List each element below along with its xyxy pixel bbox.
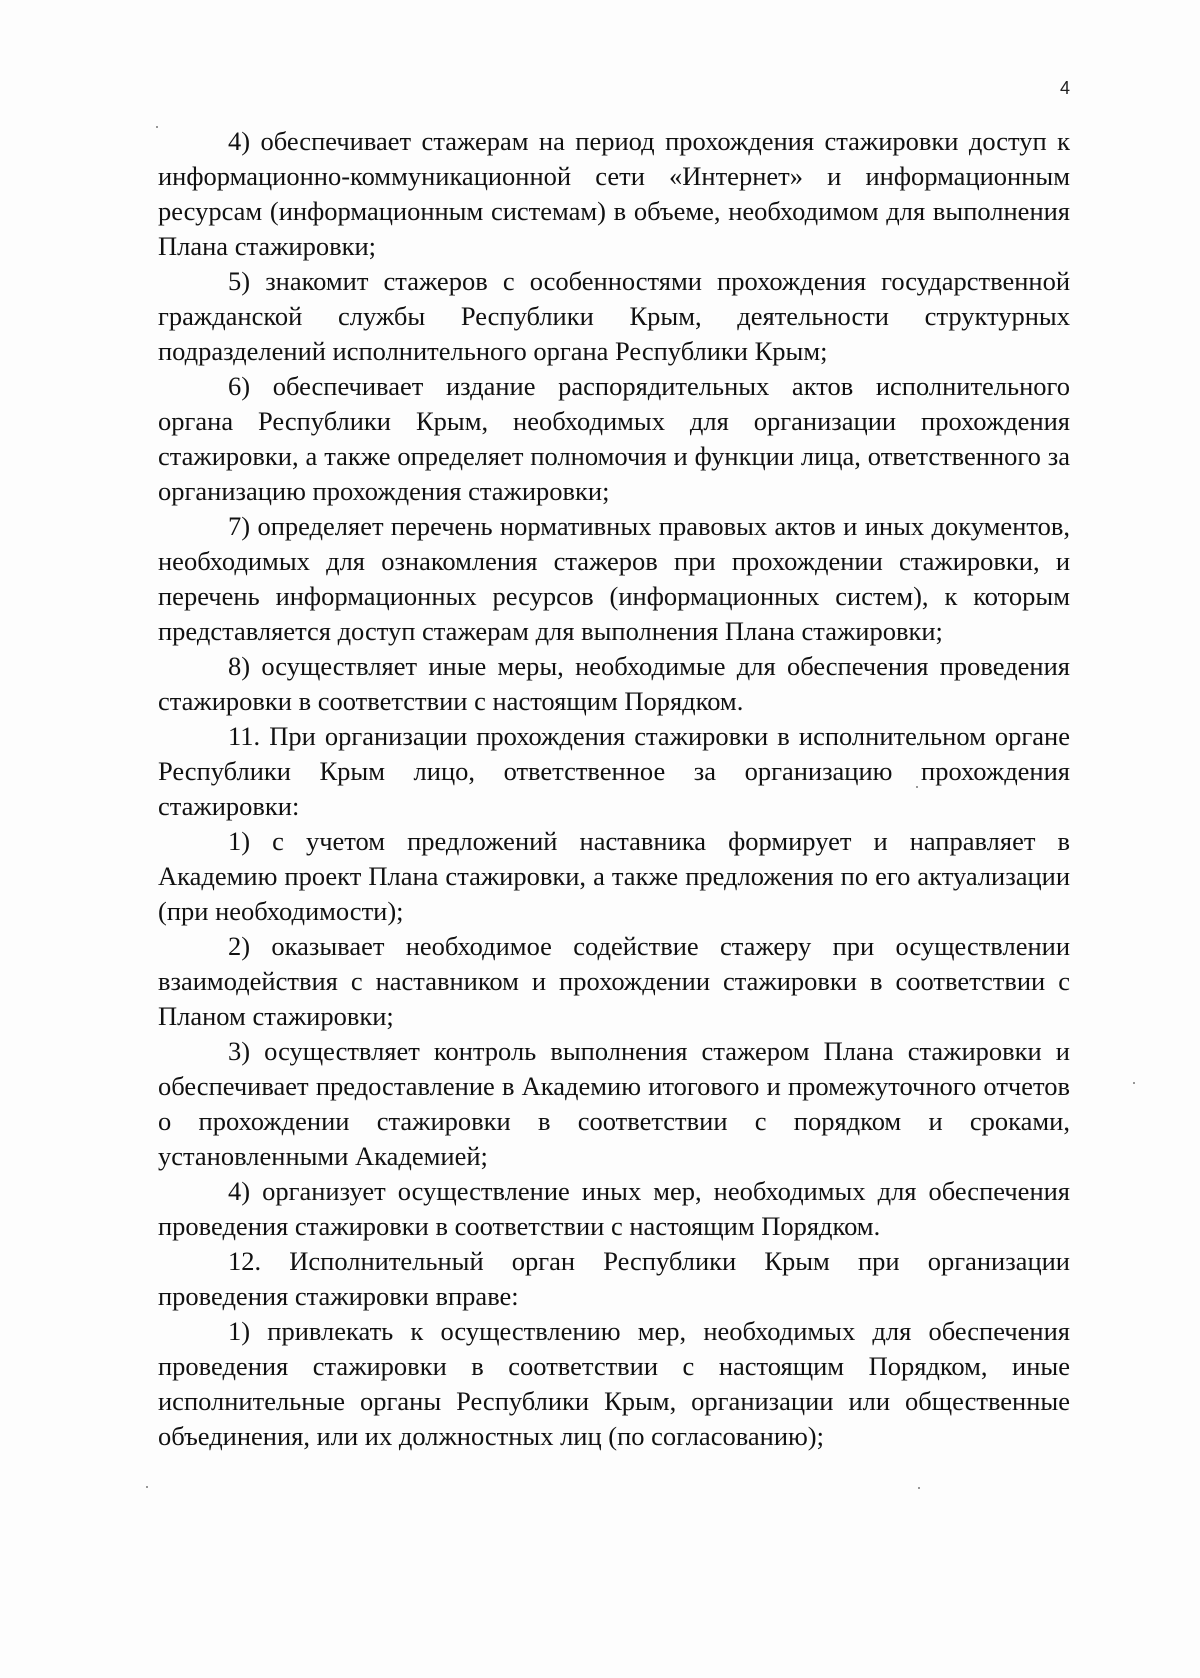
paragraph-section-11-item-4: 4) организует осуществление иных мер, необходимых для обеспечения проведения стажировки в соответствии с настоящим Порядком. bbox=[158, 1176, 1070, 1241]
paragraph-section-12: 12. Исполнительный орган Республики Крым при организации проведения стажировки вправе: bbox=[158, 1246, 1070, 1311]
scan-speck bbox=[918, 1487, 920, 1489]
paragraph-item-5-introduce-trainees: 5) знакомит стажеров с особенностями прохождения государственной гражданской службы Республики Крым, деятельности структурных подразделений исполнительного органа Республики Крым; bbox=[158, 266, 1070, 366]
paragraph-section-11: 11. При организации прохождения стажировки в исполнительном органе Республики Крым лицо, ответственное за организацию прохождения стажировки: bbox=[158, 721, 1070, 821]
scan-speck bbox=[146, 1486, 148, 1488]
scan-speck bbox=[1133, 1082, 1135, 1084]
page-number: 4 bbox=[1059, 78, 1070, 98]
paragraph-section-11-item-3: 3) осуществляет контроль выполнения стажером Плана стажировки и обеспечивает предоставление в Академию итогового и промежуточного отчетов о прохождении стажировки в соответствии с порядком и сроками, установленными Академией; bbox=[158, 1036, 1070, 1171]
paragraph-section-11-item-1: 1) с учетом предложений наставника формирует и направляет в Академию проект Плана стажировки, а также предложения по его актуализации (при необходимости); bbox=[158, 826, 1070, 926]
paragraph-section-12-item-1: 1) привлекать к осуществлению мер, необходимых для обеспечения проведения стажировки в соответствии с настоящим Порядком, иные исполнительные органы Республики Крым, организации или общественные объединения, или их должностных лиц (по согласованию); bbox=[158, 1316, 1070, 1451]
paragraph-item-8-other-measures: 8) осуществляет иные меры, необходимые для обеспечения проведения стажировки в соответствии с настоящим Порядком. bbox=[158, 651, 1070, 716]
paragraph-item-4-internet-access: 4) обеспечивает стажерам на период прохождения стажировки доступ к информационно-коммуникационной сети «Интернет» и информационным ресурсам (информационным системам) в объеме, необходимом для выполнения Плана стажировки; bbox=[158, 126, 1070, 261]
paragraph-item-6-issue-acts: 6) обеспечивает издание распорядительных актов исполнительного органа Республики Крым, необходимых для организации прохождения стажировки, а также определяет полномочия и функции лица, ответственного за организацию прохождения стажировки; bbox=[158, 371, 1070, 506]
scan-speck bbox=[916, 786, 918, 788]
paragraph-item-7-list-of-documents: 7) определяет перечень нормативных правовых актов и иных документов, необходимых для ознакомления стажеров при прохождении стажировки, и перечень информационных ресурсов (информационных систем), к которым представляется доступ стажерам для выполнения Плана стажировки; bbox=[158, 511, 1070, 646]
document-body bbox=[158, 124, 1070, 1454]
paragraph-section-11-item-2: 2) оказывает необходимое содействие стажеру при осуществлении взаимодействия с наставником и прохождении стажировки в соответствии с Планом стажировки; bbox=[158, 931, 1070, 1031]
scan-speck bbox=[156, 126, 158, 128]
